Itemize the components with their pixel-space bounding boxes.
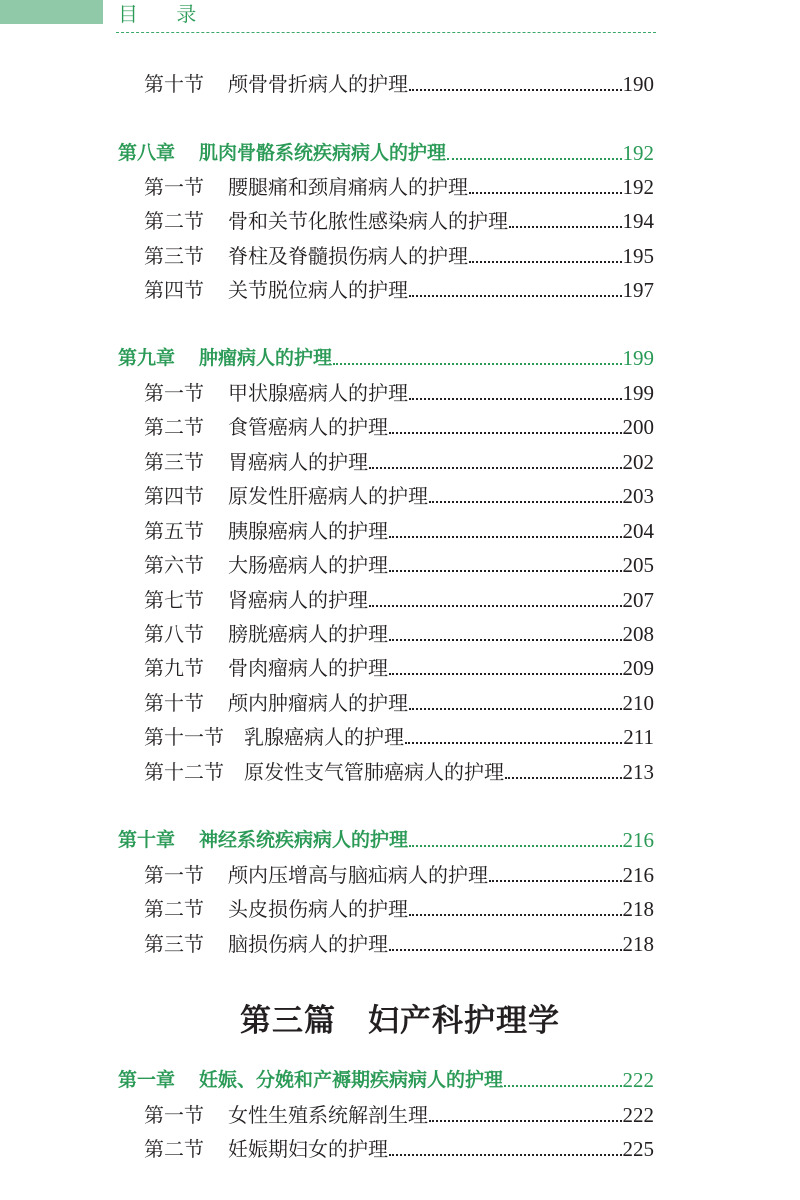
page-number: 207 xyxy=(622,588,654,612)
chapter-number: 第十章 xyxy=(118,829,176,851)
chapter-number: 第八章 xyxy=(118,142,176,164)
toc-section-entry[interactable] xyxy=(144,1134,654,1164)
toc-section-entry[interactable] xyxy=(144,1100,654,1130)
header-tab xyxy=(0,0,103,24)
page-number: 195 xyxy=(622,244,654,268)
toc-chapter-entry[interactable] xyxy=(118,138,654,168)
dot-leader xyxy=(409,708,622,710)
dot-leader xyxy=(409,845,621,847)
page-number: 194 xyxy=(622,209,654,233)
page-number: 202 xyxy=(622,450,654,474)
page-number: 197 xyxy=(622,278,654,302)
chapter-title: 妊娠、分娩和产褥期疾病病人的护理 xyxy=(199,1069,504,1091)
chapter-title: 神经系统疾病病人的护理 xyxy=(199,829,409,851)
section-number: 第四节 xyxy=(144,278,204,302)
dot-leader xyxy=(409,398,622,400)
section-title: 骨肉瘤病人的护理 xyxy=(228,656,388,680)
section-title: 原发性肝癌病人的护理 xyxy=(228,484,428,508)
section-number: 第二节 xyxy=(144,415,204,439)
section-title: 食管癌病人的护理 xyxy=(228,415,388,439)
page-number: 203 xyxy=(622,484,654,508)
section-number: 第十节 xyxy=(144,691,204,715)
section-number: 第六节 xyxy=(144,553,204,577)
section-number: 第一节 xyxy=(144,863,204,887)
page-number: 200 xyxy=(622,415,654,439)
toc-section-entry[interactable] xyxy=(144,550,654,580)
section-number: 第九节 xyxy=(144,656,204,680)
page-number: 210 xyxy=(622,691,654,715)
section-number: 第四节 xyxy=(144,484,204,508)
page-number: 199 xyxy=(622,381,654,405)
dot-leader xyxy=(389,1154,622,1156)
dot-leader xyxy=(389,639,622,641)
page-number: 204 xyxy=(622,519,654,543)
toc-section-entry[interactable] xyxy=(144,206,654,236)
section-title: 脑损伤病人的护理 xyxy=(228,932,388,956)
section-title: 甲状腺癌病人的护理 xyxy=(228,381,408,405)
dot-leader xyxy=(447,158,621,160)
section-title: 女性生殖系统解剖生理 xyxy=(228,1103,428,1127)
section-title: 肾癌病人的护理 xyxy=(228,588,368,612)
toc-section-entry[interactable] xyxy=(144,516,654,546)
section-title: 胃癌病人的护理 xyxy=(228,450,368,474)
section-title: 颅内肿瘤病人的护理 xyxy=(228,691,408,715)
header-divider xyxy=(116,32,656,33)
page-number: 199 xyxy=(622,346,654,370)
page-number: 211 xyxy=(623,725,654,749)
dot-leader xyxy=(389,432,622,434)
toc-section-entry[interactable] xyxy=(144,378,654,408)
page-number: 216 xyxy=(622,863,654,887)
section-title: 颅内压增高与脑疝病人的护理 xyxy=(228,863,488,887)
section-title: 脊柱及脊髓损伤病人的护理 xyxy=(228,244,468,268)
dot-leader xyxy=(333,363,621,365)
dot-leader xyxy=(505,777,622,779)
page-number: 190 xyxy=(622,72,654,96)
section-title: 腰腿痛和颈肩痛病人的护理 xyxy=(228,175,468,199)
section-number: 第二节 xyxy=(144,209,204,233)
dot-leader xyxy=(409,89,622,91)
dot-leader xyxy=(429,501,622,503)
section-title: 颅骨骨折病人的护理 xyxy=(228,72,408,96)
section-title: 大肠癌病人的护理 xyxy=(228,553,388,577)
section-number: 第三节 xyxy=(144,244,204,268)
section-number: 第二节 xyxy=(144,1137,204,1161)
dot-leader xyxy=(504,1085,621,1087)
section-number: 第一节 xyxy=(144,1103,204,1127)
section-title: 妊娠期妇女的护理 xyxy=(228,1137,388,1161)
page-number: 222 xyxy=(622,1068,654,1092)
toc-section-entry[interactable] xyxy=(144,447,654,477)
part-title: 第三篇 妇产科护理学 xyxy=(240,1003,560,1039)
chapter-number: 第九章 xyxy=(118,347,176,369)
toc-section-entry[interactable] xyxy=(144,412,654,442)
section-number: 第十一节 xyxy=(144,725,224,749)
section-number: 第二节 xyxy=(144,897,204,921)
toc-section-entry[interactable] xyxy=(144,894,654,924)
toc-chapter-entry[interactable] xyxy=(118,343,654,373)
page-number: 209 xyxy=(622,656,654,680)
dot-leader xyxy=(429,1120,622,1122)
section-number: 第三节 xyxy=(144,932,204,956)
page-header-title: 目 录 xyxy=(118,2,213,26)
dot-leader xyxy=(369,467,622,469)
page-number: 213 xyxy=(622,760,654,784)
dot-leader xyxy=(405,742,622,744)
section-number: 第三节 xyxy=(144,450,204,474)
section-title: 乳腺癌病人的护理 xyxy=(244,725,404,749)
toc-chapter-entry[interactable] xyxy=(118,1065,654,1095)
section-number: 第七节 xyxy=(144,588,204,612)
page-number: 225 xyxy=(622,1137,654,1161)
page-number: 205 xyxy=(622,553,654,577)
dot-leader xyxy=(389,673,622,675)
toc-section-entry[interactable] xyxy=(144,275,654,305)
toc-section-entry[interactable] xyxy=(144,722,654,752)
section-number: 第一节 xyxy=(144,381,204,405)
section-title: 胰腺癌病人的护理 xyxy=(228,519,388,543)
toc-section-entry[interactable] xyxy=(144,69,654,99)
section-number: 第八节 xyxy=(144,622,204,646)
toc-section-entry[interactable] xyxy=(144,585,654,615)
toc-section-entry[interactable] xyxy=(144,481,654,511)
page-number: 192 xyxy=(622,175,654,199)
dot-leader xyxy=(409,295,622,297)
toc-section-entry[interactable] xyxy=(144,172,654,202)
toc-chapter-entry[interactable] xyxy=(118,825,654,855)
section-title: 骨和关节化脓性感染病人的护理 xyxy=(228,209,508,233)
section-number: 第五节 xyxy=(144,519,204,543)
section-title: 关节脱位病人的护理 xyxy=(228,278,408,302)
dot-leader xyxy=(469,261,622,263)
toc-section-entry[interactable] xyxy=(144,860,654,890)
chapter-title: 肌肉骨骼系统疾病病人的护理 xyxy=(199,142,447,164)
dot-leader xyxy=(369,605,622,607)
page-number: 208 xyxy=(622,622,654,646)
section-title: 头皮损伤病人的护理 xyxy=(228,897,408,921)
page-number: 222 xyxy=(622,1103,654,1127)
section-title: 膀胱癌病人的护理 xyxy=(228,622,388,646)
page-number: 192 xyxy=(622,141,654,165)
section-number: 第一节 xyxy=(144,175,204,199)
dot-leader xyxy=(509,226,622,228)
page-number: 218 xyxy=(622,897,654,921)
toc-section-entry[interactable] xyxy=(144,757,654,787)
section-title: 原发性支气管肺癌病人的护理 xyxy=(244,760,504,784)
toc-section-entry[interactable] xyxy=(144,688,654,718)
chapter-title: 肿瘤病人的护理 xyxy=(199,347,333,369)
dot-leader xyxy=(389,949,622,951)
section-number: 第十二节 xyxy=(144,760,224,784)
dot-leader xyxy=(489,880,622,882)
page-number: 216 xyxy=(622,828,654,852)
dot-leader xyxy=(409,914,622,916)
page-number: 218 xyxy=(622,932,654,956)
dot-leader xyxy=(389,536,622,538)
toc-section-entry[interactable] xyxy=(144,241,654,271)
section-number: 第十节 xyxy=(144,72,204,96)
toc-section-entry[interactable] xyxy=(144,653,654,683)
toc-section-entry[interactable] xyxy=(144,929,654,959)
dot-leader xyxy=(389,570,622,572)
toc-section-entry[interactable] xyxy=(144,619,654,649)
chapter-number: 第一章 xyxy=(118,1069,176,1091)
dot-leader xyxy=(469,192,622,194)
